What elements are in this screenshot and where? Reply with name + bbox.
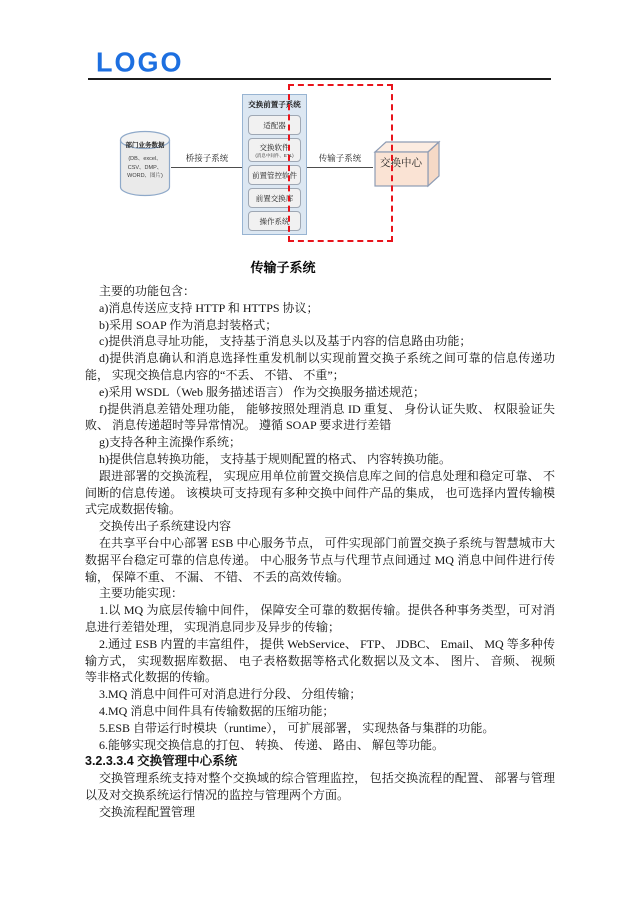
module-label: 交换软件 (259, 142, 290, 152)
module-adapter (248, 115, 301, 135)
cylinder-text (119, 141, 171, 181)
module-label: 操作系统 (259, 216, 290, 226)
module-sublabel: (消息中间件、ETL) (255, 152, 294, 158)
paragraph: c)提供消息寻址功能， 支持基于消息头以及基于内容的信息路由功能； (99, 334, 472, 349)
document-body (85, 283, 555, 821)
paragraph: 在共享平台中心部署 ESB 中心服务节点， 可件实现部门前置交换子系统与智慧城市大数据平台稳定可靠的信息传递。 中心服务节点与代理节点间通过 MQ 消息中间件进行传输， 保障不重、 不漏、 不错、 不丢的高效传输。 (85, 535, 555, 584)
exchange-center-label: 交换中心 (380, 157, 422, 169)
cylinder-detail-line: WORD、图片) (127, 173, 163, 179)
paragraph: 交换管理系统支持对整个交换域的综合管理监控， 包括交换流程的配置、 部署与管理以及对交换系统运行情况的监控与管理两个方面。 (85, 771, 555, 802)
paragraph: 4.MQ 消息中间件具有传输数据的压缩功能； (99, 703, 335, 718)
paragraph: 1.以 MQ 为底层传输中间件， 保障安全可靠的数据传输。提供各种事务类型，可对消息进行差错处理， 实现消息同步及异步的传输； (85, 603, 555, 634)
module-exchange-software (248, 138, 301, 162)
paragraph: 交换流程配置管理 (99, 804, 196, 819)
module-label: 前置管控软件 (252, 170, 297, 180)
paragraph: 3.MQ 消息中间件可对消息进行分段、 分组传输； (99, 687, 362, 702)
module-operating-system (248, 211, 301, 231)
cylinder-detail-line: CSV、DMP、 (127, 164, 163, 171)
logo-text: LOGO (96, 46, 184, 78)
paragraph: f)提供消息差错处理功能， 能够按照处理消息 ID 重复、 身份认证失败、 权限验证失败、 消息传递超时等异常情况。 遵循 SOAP 要求进行差错 (85, 401, 555, 433)
paragraph: 2.通过 ESB 内置的丰富组件， 提供 WebService、 FTP、 JDBC、 Email、 MQ 等多种传输方式， 实现数据库数据、 电子表格数据等格式化数据以及文本、 图片、 音频、 视频等非格式化数据的传输。 (85, 636, 555, 685)
paragraph: 主要功能实现： (99, 586, 184, 601)
cylinder-detail (119, 155, 171, 181)
bridge-label: 桥接子系统 (185, 153, 229, 163)
front-subsystem-title: 交换前置子系统 (248, 100, 301, 109)
cylinder-title: 部门业务数据 (125, 142, 165, 149)
paragraph: 跟进部署的交换流程， 实现应用单位前置交换信息库之间的信息处理和稳定可靠、 不间断的信息传递。 该模块可支持现有多种交换中间件产品的集成， 也可选择内置传输模式完成数据传输。 (85, 468, 555, 517)
architecture-diagram (0, 0, 640, 280)
paragraph: g)支持各种主流操作系统； (99, 435, 241, 450)
bridge-connector-line (171, 167, 242, 168)
paragraph: d)提供消息确认和消息选择性重发机制以实现前置交换子系统之间可靠的信息传递功能， 实现交换信息内容的“不丢、 不错、 不重”； (85, 351, 555, 382)
paragraph: 主要的功能包含： (99, 284, 196, 298)
module-label: 适配器 (263, 120, 286, 130)
figure-caption: 传输子系统 (250, 260, 316, 275)
transport-connector-line (307, 167, 373, 168)
module-front-exchange-db (248, 188, 301, 208)
paragraph: e)采用 WSDL（Web 服务描述语言） 作为交换服务描述规范； (99, 384, 426, 399)
front-subsystem-box (242, 94, 307, 235)
exchange-center-box (372, 139, 442, 189)
module-label: 前置交换库 (255, 193, 294, 203)
section-heading: 3.2.3.3.4 交换管理中心系统 (85, 754, 238, 769)
paragraph: 交换传出子系统建设内容 (99, 519, 232, 534)
paragraph: 5.ESB 自带运行时模块（runtime）， 可扩展部署， 实现热备与集群的功能。 (99, 720, 495, 735)
paragraph: h)提供信息转换功能， 支持基于规则配置的格式、 内容转换功能。 (99, 451, 451, 466)
paragraph: b)采用 SOAP 作为消息封装格式； (99, 317, 278, 332)
paragraph: a)消息传送应支持 HTTP 和 HTTPS 协议； (99, 300, 319, 315)
transport-label: 传输子系统 (318, 153, 362, 163)
department-data-cylinder (119, 130, 171, 198)
paragraph: 6.能够实现交换信息的打包、 转换、 传递、 路由、 解包等功能。 (99, 737, 445, 752)
module-front-control (248, 165, 301, 185)
cylinder-detail-line: (DB、excel、 (128, 156, 162, 162)
